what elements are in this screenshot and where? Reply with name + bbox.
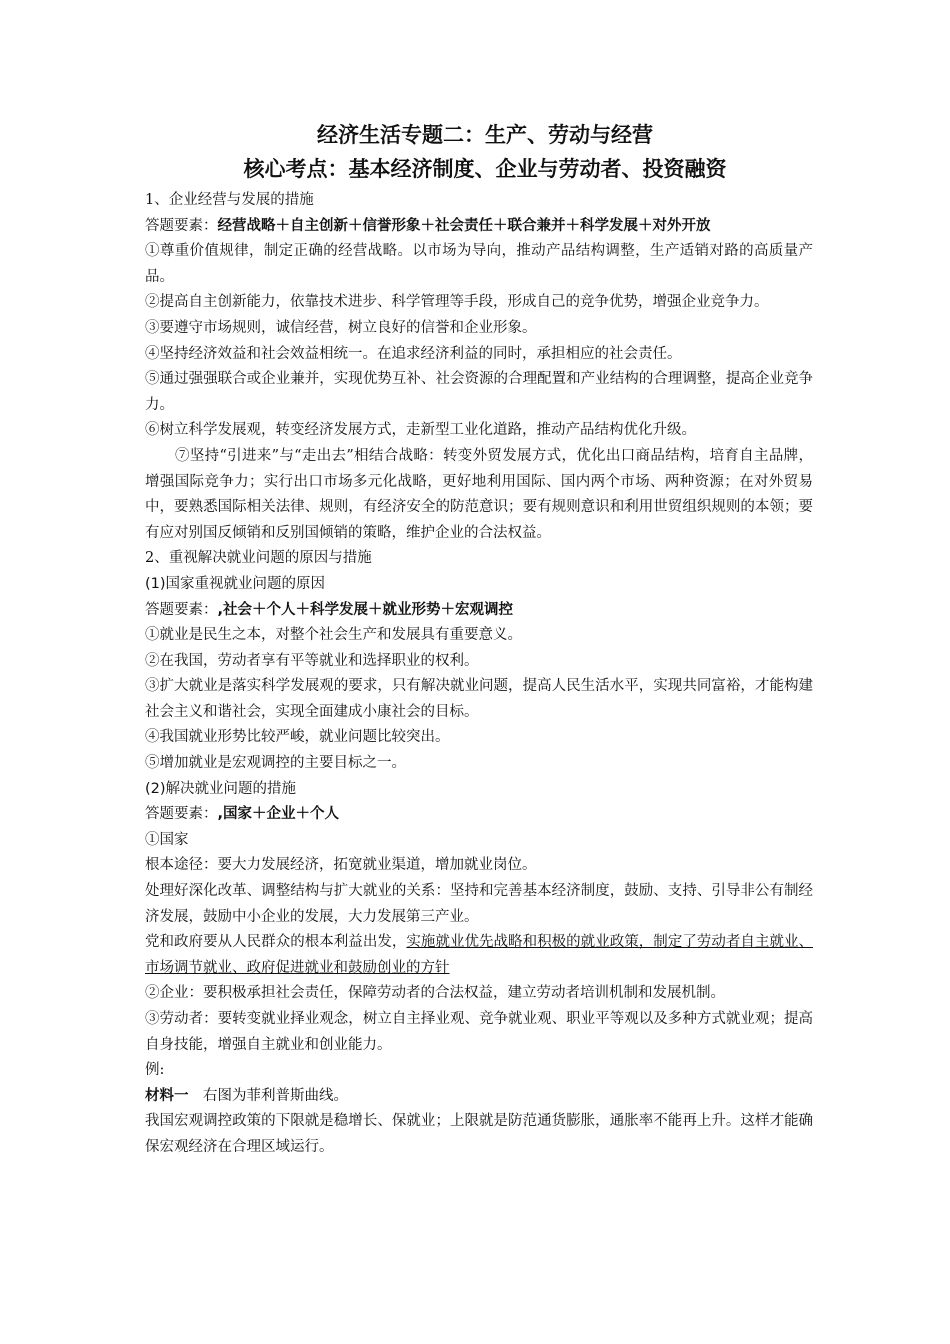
paragraph-2-1-1: ①就业是民生之本，对整个社会生产和发展具有重要意义。 xyxy=(145,627,522,644)
paragraph-2-2-1: ①国家 xyxy=(145,831,189,848)
material-text: 右图为菲利普斯曲线。 xyxy=(188,1087,348,1104)
page-subtitle: 核心考点：基本经济制度、企业与劳动者、投资融资 xyxy=(243,157,727,181)
material-1 xyxy=(145,1084,813,1110)
paragraph-2-2-3: 处理好深化改革、调整结构与扩大就业的关系：坚持和完善基本经济制度，鼓励、支持、引导非公有制经济发展，鼓励中小企业的发展，大力发展第三产业。 xyxy=(145,883,813,925)
section-2-heading: 2、重视解决就业问题的原因与措施 xyxy=(145,550,372,567)
subsection-2-2-heading: (2)解决就业问题的措施 xyxy=(145,780,297,797)
text-run: 党和政府要从人民群众的根本利益出发， xyxy=(145,934,407,951)
example-label: 例: xyxy=(145,1062,165,1079)
paragraph-2-2-5: ②企业：要积极承担社会责任，保障劳动者的合法权益，建立劳动者培训机制和发展机制。 xyxy=(145,985,725,1002)
paragraph-2-1-3: ③扩大就业是落实科学发展观的要求，只有解决就业问题，提高人民生活水平，实现共同富裕，才能构建社会主义和谐社会，实现全面建成小康社会的目标。 xyxy=(145,678,813,720)
paragraph-1-1: ①尊重价值规律，制定正确的经营战略。以市场为导向，推动产品结构调整，生产适销对路的高质量产品。 xyxy=(145,243,813,285)
paragraph-2-1-4: ④我国就业形势比较严峻，就业问题比较突出。 xyxy=(145,729,450,746)
section-1-key-points xyxy=(145,214,813,240)
paragraph-1-5: ⑤通过强强联合或企业兼并，实现优势互补、社会资源的合理配置和产业结构的合理调整，提高企业竞争力。 xyxy=(145,371,813,413)
section-2-2-key-points xyxy=(145,802,813,828)
paragraph-1-7: ⑦坚持“引进来”与“走出去”相结合战略：转变外贸发展方式，优化出口商品结构，培育自主品牌，增强国际竞争力；实行出口市场多元化战略，更好地利用国际、国内两个市场、两种资源；在对外贸易中，要熟悉国际相关法律、规则，有经济安全的防范意识；要有规则意识和利用世贸组织规则的本领；要有应对别国反倾销和反别国倾销的策略，维护企业的合法权益。 xyxy=(145,447,813,541)
document-page xyxy=(145,118,813,1161)
paragraph-2-2-4 xyxy=(145,930,813,981)
key-text: 经营战略＋自主创新＋信誉形象＋社会责任＋联合兼并＋科学发展＋对外开放 xyxy=(217,217,711,234)
section-1-heading: 1、企业经营与发展的措施 xyxy=(145,192,314,208)
material-1-paragraph: 我国宏观调控政策的下限就是稳增长、保就业；上限就是防范通货膨胀，通胀率不能再上升。这样才能确保宏观经济在合理区域运行。 xyxy=(145,1113,813,1155)
key-text: ,社会＋个人＋科学发展＋就业形势＋宏观调控 xyxy=(217,601,514,618)
underlined-text: 实施就业优先战略和积极的就业政策，制定了劳动者自主就业、市场调节就业、政府促进就业和鼓励创业的方针 xyxy=(145,934,814,976)
key-label: 答题要素： xyxy=(145,601,218,618)
page-title: 经济生活专题二：生产、劳动与经营 xyxy=(317,123,653,147)
paragraph-2-1-5: ⑤增加就业是宏观调控的主要目标之一。 xyxy=(145,755,406,772)
paragraph-1-6: ⑥树立科学发展观，转变经济发展方式，走新型工业化道路，推动产品结构优化升级。 xyxy=(145,422,696,439)
paragraph-2-1-2: ②在我国，劳动者享有平等就业和选择职业的权利。 xyxy=(145,652,479,669)
key-label: 答题要素： xyxy=(145,217,218,234)
paragraph-2-2-6: ③劳动者：要转变就业择业观念，树立自主择业观、竞争就业观、职业平等观以及多种方式就业观；提高自身技能，增强自主就业和创业能力。 xyxy=(145,1011,813,1053)
key-text: ,国家＋企业＋个人 xyxy=(217,806,340,823)
paragraph-1-2: ②提高自主创新能力，依靠技术进步、科学管理等手段，形成自己的竞争优势，增强企业竞争力。 xyxy=(145,294,769,311)
material-label: 材料一 xyxy=(145,1087,189,1104)
section-2-1-key-points xyxy=(145,598,813,624)
key-label: 答题要素： xyxy=(145,806,218,823)
paragraph-1-3: ③要遵守市场规则，诚信经营，树立良好的信誉和企业形象。 xyxy=(145,319,537,336)
subsection-2-1-heading: (1)国家重视就业问题的原因 xyxy=(145,575,326,592)
paragraph-1-4: ④坚持经济效益和社会效益相统一。在追求经济利益的同时，承担相应的社会责任。 xyxy=(145,345,682,362)
paragraph-2-2-2: 根本途径：要大力发展经济，拓宽就业渠道，增加就业岗位。 xyxy=(145,857,537,874)
